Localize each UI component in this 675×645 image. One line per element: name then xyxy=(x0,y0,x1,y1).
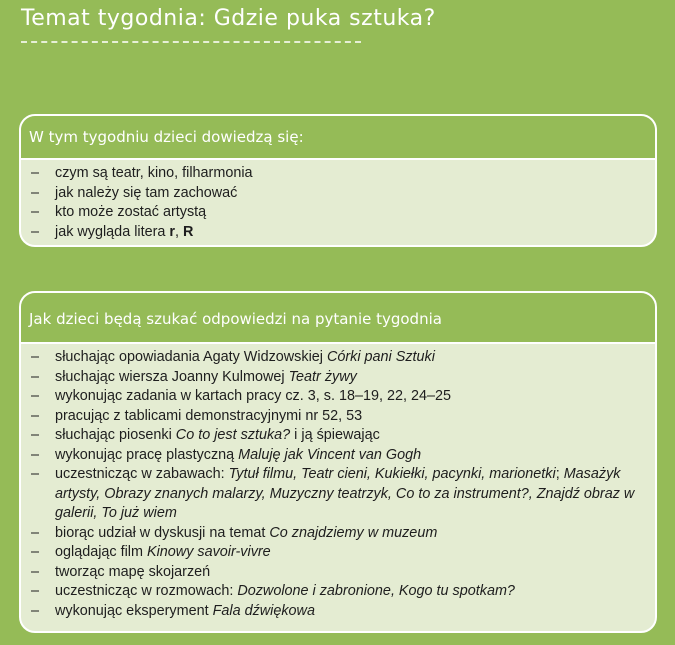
dash-bullet: – xyxy=(31,602,40,619)
item-text: wykonując eksperyment xyxy=(55,602,213,619)
item-italic-title: Dozwolone i zabronione, Kogo tu spotkam? xyxy=(237,583,515,599)
learning-goals-box xyxy=(19,114,657,247)
activities-box xyxy=(19,291,657,633)
dash-bullet: – xyxy=(31,446,40,463)
item-italic-title: Maluję jak Vincent van Gogh xyxy=(238,446,422,463)
item-italic-title: Co to jest sztuka? xyxy=(175,427,291,443)
activities-list xyxy=(21,344,655,627)
list-item xyxy=(31,426,645,446)
dash-bullet: – xyxy=(31,407,40,424)
item-text: jak wygląda litera xyxy=(55,223,170,240)
dash-bullet: – xyxy=(31,524,40,541)
item-text: kto może zostać artystą xyxy=(55,204,207,220)
item-italic-title: Kinowy savoir-vivre xyxy=(147,544,271,560)
list-item xyxy=(31,602,645,622)
dash-bullet: – xyxy=(31,165,40,181)
dash-bullet: – xyxy=(31,563,40,580)
item-text: wykonując pracę plastyczną xyxy=(55,446,239,463)
page-title: Temat tygodnia: Gdzie puka sztuka? xyxy=(21,6,436,31)
item-italic-title: Co znajdziemy w muzeum xyxy=(269,524,438,541)
dash-bullet: – xyxy=(31,368,40,385)
learning-goals-header: W tym tygodniu dzieci dowiedzą się: xyxy=(21,116,655,160)
learning-goals-list xyxy=(21,160,655,247)
dash-bullet: – xyxy=(31,204,40,220)
item-text: słuchając opowiadania Agaty Widzowskiej xyxy=(55,349,327,365)
item-italic-title: Tytuł filmu, Teatr cieni, Kukiełki, pacynki, marionetki xyxy=(228,466,556,482)
list-item xyxy=(31,543,645,563)
item-text: słuchając piosenki xyxy=(55,427,176,443)
item-separator: , xyxy=(175,223,183,240)
dash-bullet: – xyxy=(31,466,40,482)
dash-bullet: – xyxy=(31,583,40,599)
dash-bullet: – xyxy=(31,349,40,365)
list-item xyxy=(31,223,645,243)
list-item xyxy=(31,465,645,524)
dash-bullet: – xyxy=(31,184,40,201)
item-text: biorąc udział w dyskusji na temat xyxy=(55,524,270,541)
list-item xyxy=(31,203,645,223)
list-item xyxy=(31,184,645,204)
list-item xyxy=(31,164,645,184)
dash-bullet: – xyxy=(31,388,40,404)
list-item xyxy=(31,446,645,466)
list-item xyxy=(31,524,645,544)
title-dashed-underline xyxy=(21,41,361,43)
item-italic-title: Fala dźwiękowa xyxy=(212,602,315,619)
item-text: oglądając film xyxy=(55,544,147,560)
item-italic-title: Córki pani Sztuki xyxy=(326,349,435,365)
item-text-after: ; xyxy=(555,466,564,482)
item-text: wykonując zadania w kartach pracy cz. 3, s. 18–19, 22, 24–25 xyxy=(55,388,451,404)
item-text: uczestnicząc w zabawach: xyxy=(55,466,229,482)
item-italic-title: Teatr żywy xyxy=(288,368,357,385)
dash-bullet: – xyxy=(31,544,40,560)
list-item xyxy=(31,387,645,407)
item-text: czym są teatr, kino, filharmonia xyxy=(55,165,253,181)
item-text: pracując z tablicami demonstracyjnymi nr 52, 53 xyxy=(55,407,363,424)
list-item xyxy=(31,348,645,368)
list-item xyxy=(31,582,645,602)
list-item xyxy=(31,407,645,427)
item-italic-title: Masażyk artysty, Obrazy znanych malarzy, Muzyczny teatrzyk, Co to za instrument?, Znajdź obraz w galerii, To już wiem xyxy=(55,466,635,521)
list-item xyxy=(31,563,645,583)
item-bold-letter: R xyxy=(183,223,194,240)
dash-bullet: – xyxy=(31,223,40,240)
list-item xyxy=(31,368,645,388)
item-text: słuchając wiersza Joanny Kulmowej xyxy=(55,368,289,385)
activities-header: Jak dzieci będą szukać odpowiedzi na pytanie tygodnia xyxy=(21,293,655,344)
item-text: jak należy się tam zachować xyxy=(55,184,238,201)
item-text-after: i ją śpiewając xyxy=(290,427,380,443)
item-bold-letter: r xyxy=(169,223,175,240)
item-text: uczestnicząc w rozmowach: xyxy=(55,583,238,599)
dash-bullet: – xyxy=(31,427,40,443)
item-text: tworząc mapę skojarzeń xyxy=(55,563,211,580)
